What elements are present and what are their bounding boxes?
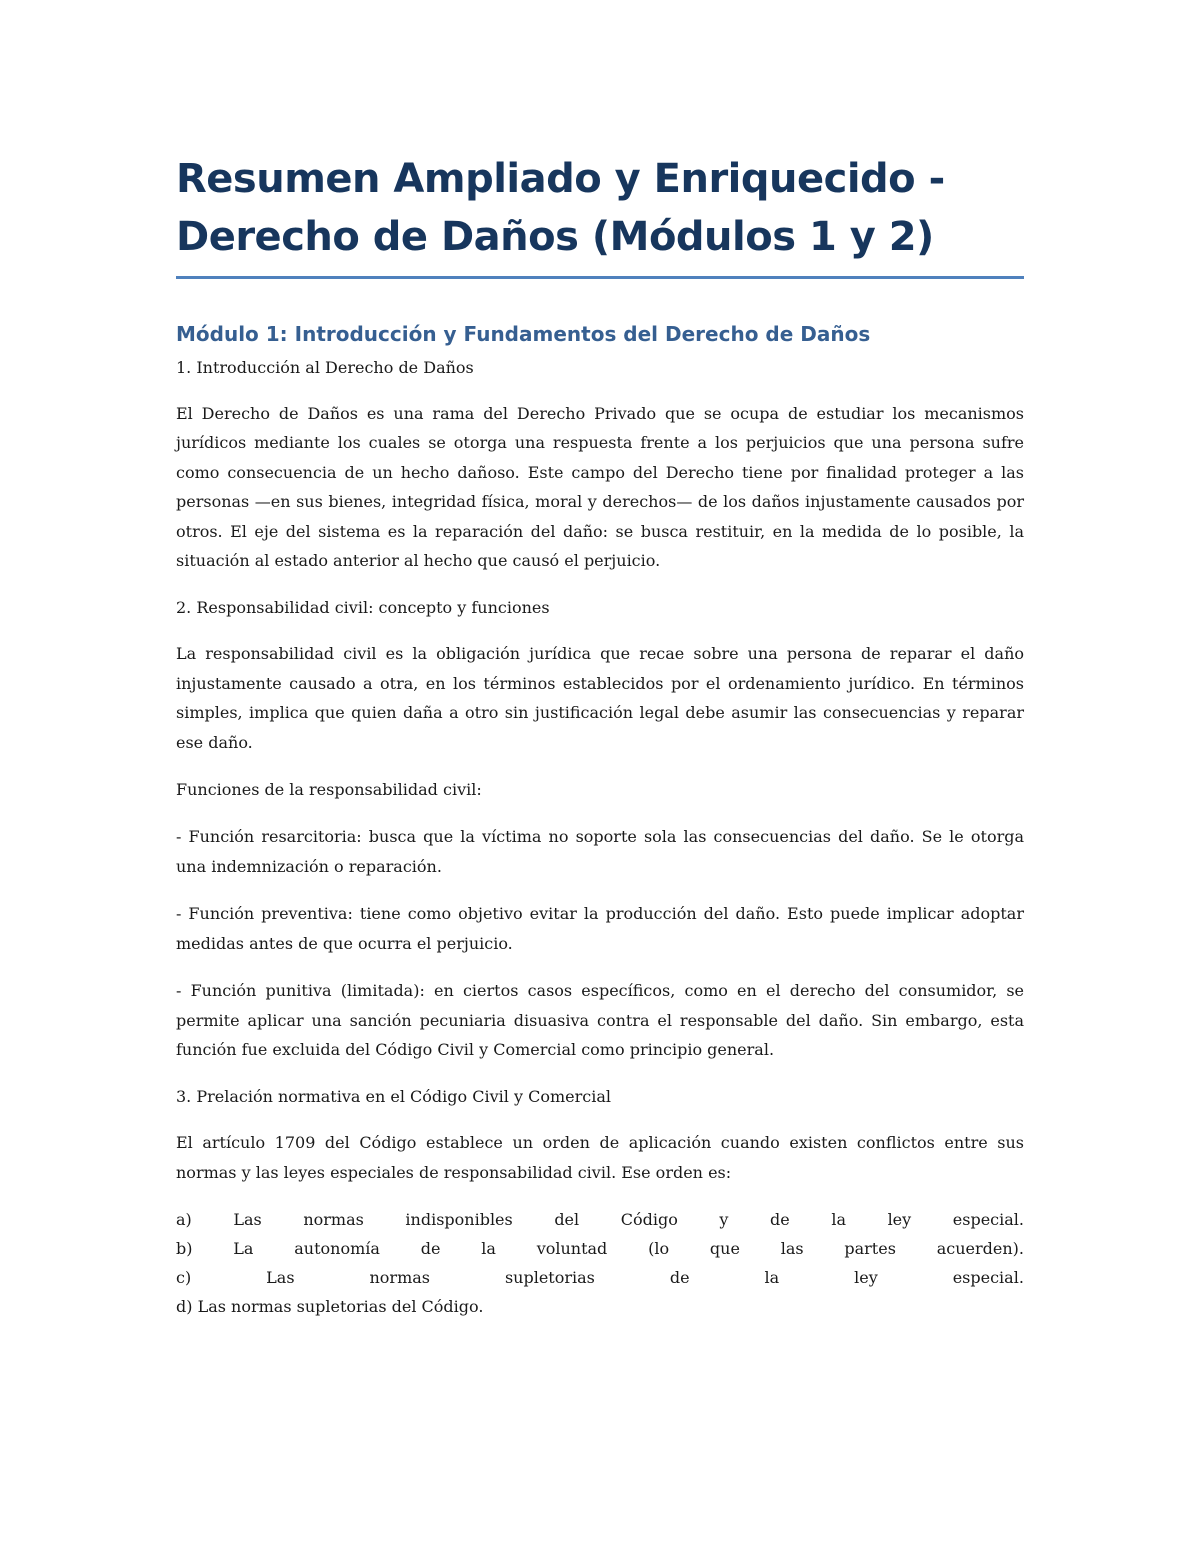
function-preventiva: - Función preventiva: tiene como objetivo evitar la producción del daño. Esto puede implicar adoptar medidas antes de que ocurra el perjuicio. <box>176 904 1024 953</box>
list-item <box>176 1234 1024 1263</box>
item-text: d) Las normas supletorias del Código. <box>176 1297 484 1317</box>
item-word: las <box>780 1239 804 1259</box>
item-word: b) <box>176 1239 193 1259</box>
item-word: la <box>764 1268 780 1288</box>
item-word: (lo <box>648 1239 670 1259</box>
module-1-heading: Módulo 1: Introducción y Fundamentos del Derecho de Daños <box>176 322 871 346</box>
section-1-paragraph: El Derecho de Daños es una rama del Derecho Privado que se ocupa de estudiar los mecanismos jurídicos mediante los cuales se otorga una respuesta frente a los perjuicios que una persona sufre como consecuencia de un hecho dañoso. Este campo del Derecho tiene por finalidad proteger a las personas —en sus bienes, integridad física, moral y derechos— de los daños injustamente causados por otros. El eje del sistema es la reparación del daño: se busca restituir, en la medida de lo posible, la situación al estado anterior al hecho que causó el perjuicio. <box>176 404 1024 571</box>
item-word: de <box>669 1268 690 1288</box>
item-word: ley <box>854 1268 878 1288</box>
document-page <box>176 150 1024 1321</box>
item-word: acuerden). <box>936 1239 1024 1259</box>
item-word: voluntad <box>536 1239 608 1259</box>
item-word: indisponibles <box>405 1210 513 1230</box>
function-punitiva: - Función punitiva (limitada): en ciertos casos específicos, como en el derecho del consumidor, se permite aplicar una sanción pecuniaria disuasiva contra el responsable del daño. Sin embargo, esta función fue excluida del Código Civil y Comercial como principio general. <box>176 981 1024 1059</box>
item-word: Las <box>233 1210 262 1230</box>
item-word: Las <box>266 1268 295 1288</box>
item-word: Código <box>620 1210 678 1230</box>
item-word: supletorias <box>504 1268 595 1288</box>
item-word: normas <box>303 1210 364 1230</box>
item-word: que <box>709 1239 740 1259</box>
item-word: de <box>770 1210 790 1230</box>
item-word: y <box>719 1210 729 1230</box>
section-3-heading: 3. Prelación normativa en el Código Civil y Comercial <box>176 1087 611 1107</box>
item-word: la <box>831 1210 846 1230</box>
prelation-list <box>176 1205 1024 1321</box>
item-word: del <box>554 1210 580 1230</box>
list-item <box>176 1205 1024 1234</box>
section-2-paragraph: La responsabilidad civil es la obligación jurídica que recae sobre una persona de reparar el daño injustamente causado a otra, en los términos establecidos por el ordenamiento jurídico. En términos simples, implica que quien daña a otro sin justificación legal debe asumir las consecuencias y reparar ese daño. <box>176 644 1024 752</box>
item-word: especial. <box>952 1210 1024 1230</box>
item-word: especial. <box>952 1268 1024 1288</box>
item-word: de <box>420 1239 441 1259</box>
functions-intro: Funciones de la responsabilidad civil: <box>176 780 482 800</box>
item-word: la <box>481 1239 496 1259</box>
section-2-heading: 2. Responsabilidad civil: concepto y funciones <box>176 598 550 618</box>
item-word: partes <box>844 1239 896 1259</box>
item-word: autonomía <box>294 1239 380 1259</box>
item-word: a) <box>176 1210 192 1230</box>
section-1-heading: 1. Introducción al Derecho de Daños <box>176 358 474 377</box>
item-word: normas <box>369 1268 430 1288</box>
function-resarcitoria: - Función resarcitoria: busca que la víctima no soporte sola las consecuencias del daño. Se le otorga una indemnización o reparación. <box>176 827 1024 876</box>
document-title: Resumen Ampliado y Enriquecido - Derecho de Daños (Módulos 1 y 2) <box>176 150 1024 279</box>
section-3-paragraph: El artículo 1709 del Código establece un orden de aplicación cuando existen conflictos entre sus normas y las leyes especiales de responsabilidad civil. Ese orden es: <box>176 1133 1024 1182</box>
item-word: c) <box>176 1268 192 1288</box>
item-word: La <box>233 1239 254 1259</box>
item-word: ley <box>887 1210 912 1230</box>
list-item <box>176 1263 1024 1292</box>
list-item <box>176 1292 1024 1321</box>
